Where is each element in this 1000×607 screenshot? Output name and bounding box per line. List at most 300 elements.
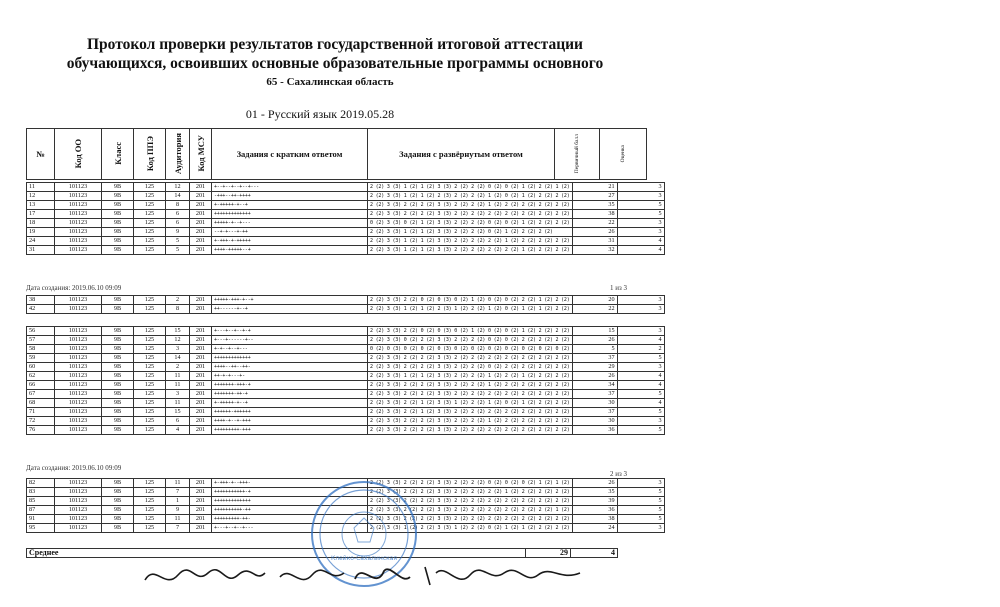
auditorium-cell: 8 [166,201,190,210]
row-number-cell: 17 [27,210,55,219]
auditorium-cell: 8 [166,305,190,314]
results-table-block-2b [26,326,665,435]
primary-score-cell: 34 [572,381,617,390]
grade-cell: 5 [617,426,664,435]
long-answers-cell: 2 (2) 3 (3) 1 (2) 1 (2) 3 (3) 2 (2) 2 (2) 2 (2) 1 (2) 2 (2) 2 (2) 2 (2) [368,237,573,246]
auditorium-cell: 3 [166,390,190,399]
short-answers-cell: -+++--++-++++ [212,192,368,201]
ppe-code-cell: 125 [134,506,166,515]
grade-cell: 4 [617,246,664,255]
header-oo: Код ОО [55,129,102,180]
grade-cell: 4 [617,372,664,381]
primary-score-cell: 36 [572,426,617,435]
school-code-cell: 101123 [55,296,102,305]
table-row [27,219,665,228]
auditorium-cell: 11 [166,479,190,488]
class-cell: 9В [102,479,134,488]
subject-line: 01 - Русский язык 2019.05.28 [245,107,395,121]
msu-code-cell: 201 [190,506,212,515]
school-code-cell: 101123 [55,426,102,435]
class-cell: 9В [102,354,134,363]
row-number-cell: 85 [27,497,55,506]
long-answers-cell: 2 (2) 3 (3) 2 (2) 0 (2) 0 (3) 0 (2) 1 (2) 0 (2) 0 (2) 1 (2) 2 (2) 2 (2) [368,327,573,336]
msu-code-cell: 201 [190,228,212,237]
class-cell: 9В [102,246,134,255]
long-answers-cell: 2 (2) 3 (3) 1 (2) 1 (2) 3 (3) 2 (2) 2 (2) 2 (2) 2 (2) 1 (2) 2 (2) 2 (2) [368,246,573,255]
row-number-cell: 18 [27,219,55,228]
long-answers-cell: 2 (2) 3 (3) 2 (2) 2 (2) 3 (3) 2 (2) 2 (2) 1 (2) 2 (2) 2 (2) 2 (2) 2 (2) [368,201,573,210]
long-answers-cell: 2 (2) 3 (3) 1 (2) 1 (2) 2 (3) 1 (2) 2 (2) 1 (2) 0 (2) 1 (2) 1 (2) 2 (2) [368,305,573,314]
ppe-code-cell: 125 [134,336,166,345]
ppe-code-cell: 125 [134,488,166,497]
row-number-cell: 12 [27,192,55,201]
short-answers-cell: +---+--+--+--- [212,524,368,533]
ppe-code-cell: 125 [134,390,166,399]
table-row [27,372,665,381]
header-primary-score: Первичный балл [555,129,600,180]
school-code-cell: 101123 [55,192,102,201]
class-cell: 9В [102,296,134,305]
msu-code-cell: 201 [190,183,212,192]
long-answers-cell: 0 (2) 0 (3) 0 (2) 0 (2) 0 (3) 0 (2) 0 (2) 0 (2) 0 (2) 0 (2) 0 (2) 0 (2) [368,345,573,354]
primary-score-cell: 37 [572,408,617,417]
auditorium-cell: 2 [166,363,190,372]
table-row [27,417,665,426]
msu-code-cell: 201 [190,372,212,381]
auditorium-cell: 6 [166,417,190,426]
table-row [27,210,665,219]
class-cell: 9В [102,219,134,228]
long-answers-cell: 2 (2) 3 (3) 2 (2) 2 (2) 3 (3) 2 (2) 2 (2) 2 (2) 2 (2) 2 (2) 2 (2) 2 (2) [368,426,573,435]
school-code-cell: 101123 [55,408,102,417]
grade-cell: 5 [617,408,664,417]
header-num: № [27,129,55,180]
grade-cell: 4 [617,399,664,408]
grade-cell: 3 [617,327,664,336]
class-cell: 9В [102,210,134,219]
ppe-code-cell: 125 [134,201,166,210]
ppe-code-cell: 125 [134,399,166,408]
class-cell: 9В [102,399,134,408]
table-row [27,228,665,237]
ppe-code-cell: 125 [134,246,166,255]
row-number-cell: 57 [27,336,55,345]
school-code-cell: 101123 [55,381,102,390]
grade-cell: 5 [617,488,664,497]
class-cell: 9В [102,497,134,506]
msu-code-cell: 201 [190,524,212,533]
header-msu: Код МСУ [190,129,212,180]
primary-score-cell: 27 [572,192,617,201]
msu-code-cell: 201 [190,497,212,506]
msu-code-cell: 201 [190,515,212,524]
auditorium-cell: 15 [166,327,190,336]
school-code-cell: 101123 [55,201,102,210]
header-table [26,128,647,180]
primary-score-cell: 30 [572,417,617,426]
school-code-cell: 101123 [55,345,102,354]
primary-score-cell: 38 [572,210,617,219]
page-number-1: 1 из 3 [610,284,628,292]
ppe-code-cell: 125 [134,354,166,363]
msu-code-cell: 201 [190,345,212,354]
grade-cell: 5 [617,390,664,399]
msu-code-cell: 201 [190,305,212,314]
short-answers-cell: +-+++++-+--+ [212,201,368,210]
region-title: 65 - Сахалинская область [266,76,394,88]
short-answers-cell: +++++++++++-+ [212,488,368,497]
grade-cell: 3 [617,524,664,533]
school-code-cell: 101123 [55,237,102,246]
primary-score-cell: 38 [572,515,617,524]
long-answers-cell: 2 (2) 3 (3) 2 (2) 1 (2) 3 (3) 2 (2) 2 (2) 2 (2) 2 (2) 2 (2) 2 (2) 2 (2) [368,408,573,417]
auditorium-cell: 9 [166,506,190,515]
msu-code-cell: 201 [190,363,212,372]
table-row [27,336,665,345]
long-answers-cell: 2 (2) 3 (3) 2 (2) 2 (2) 3 (3) 2 (2) 2 (2) 1 (2) 2 (2) 2 (2) 2 (2) 2 (2) [368,417,573,426]
grade-cell: 3 [617,219,664,228]
class-cell: 9В [102,426,134,435]
row-number-cell: 95 [27,524,55,533]
short-answers-cell: +++++++++-+++ [212,426,368,435]
msu-code-cell: 201 [190,336,212,345]
header-grade: Оценка [600,129,647,180]
grade-cell: 3 [617,479,664,488]
row-number-cell: 71 [27,408,55,417]
school-code-cell: 101123 [55,372,102,381]
grade-cell: 2 [617,345,664,354]
row-number-cell: 60 [27,363,55,372]
header-long-answers: Задания с развёрнутым ответом [368,129,555,180]
primary-score-cell: 32 [572,246,617,255]
table-row [27,408,665,417]
msu-code-cell: 201 [190,327,212,336]
average-primary-score: 29 [526,549,571,558]
ppe-code-cell: 125 [134,363,166,372]
class-cell: 9В [102,363,134,372]
auditorium-cell: 12 [166,183,190,192]
header-short-answers: Задания с кратким ответом [212,129,368,180]
primary-score-cell: 5 [572,345,617,354]
row-number-cell: 38 [27,296,55,305]
row-number-cell: 76 [27,426,55,435]
row-number-cell: 72 [27,417,55,426]
msu-code-cell: 201 [190,479,212,488]
class-cell: 9В [102,390,134,399]
primary-score-cell: 31 [572,237,617,246]
ppe-code-cell: 125 [134,210,166,219]
auditorium-cell: 3 [166,345,190,354]
table-row [27,192,665,201]
grade-cell: 3 [617,305,664,314]
auditorium-cell: 11 [166,515,190,524]
table-row [27,381,665,390]
short-answers-cell: +-+--+--+--- [212,345,368,354]
primary-score-cell: 37 [572,354,617,363]
auditorium-cell: 7 [166,524,190,533]
msu-code-cell: 201 [190,219,212,228]
long-answers-cell: 2 (2) 3 (3) 2 (2) 2 (2) 3 (3) 2 (2) 2 (2) 1 (2) 2 (2) 2 (2) 2 (2) 2 (2) [368,381,573,390]
short-answers-cell: +++++++++-++- [212,515,368,524]
msu-code-cell: 201 [190,417,212,426]
long-answers-cell: 2 (2) 3 (3) 2 (2) 2 (2) 3 (3) 2 (2) 2 (2) 2 (2) 1 (2) 2 (2) 2 (2) 2 (2) [368,488,573,497]
short-answers-cell: +-+++-+-+++++ [212,237,368,246]
grade-cell: 4 [617,237,664,246]
table-row [27,246,665,255]
row-number-cell: 66 [27,381,55,390]
grade-cell: 5 [617,506,664,515]
msu-code-cell: 201 [190,354,212,363]
school-code-cell: 101123 [55,515,102,524]
msu-code-cell: 201 [190,408,212,417]
auditorium-cell: 11 [166,372,190,381]
results-table-block-2a [26,295,665,314]
primary-score-cell: 20 [572,296,617,305]
msu-code-cell: 201 [190,210,212,219]
table-row [27,327,665,336]
auditorium-cell: 9 [166,228,190,237]
primary-score-cell: 36 [572,506,617,515]
grade-cell: 3 [617,228,664,237]
grade-cell: 5 [617,210,664,219]
school-code-cell: 101123 [55,399,102,408]
school-code-cell: 101123 [55,497,102,506]
title-line-2: обучающихся, освоивших основные образовательные программы основного [66,55,604,72]
class-cell: 9В [102,228,134,237]
results-table-block-1 [26,182,665,255]
primary-score-cell: 39 [572,497,617,506]
average-grade: 4 [571,549,618,558]
long-answers-cell: 2 (2) 3 (3) 2 (2) 2 (2) 3 (3) 2 (2) 2 (2) 0 (2) 2 (2) 2 (2) 2 (2) 2 (2) [368,363,573,372]
row-number-cell: 67 [27,390,55,399]
row-number-cell: 68 [27,399,55,408]
table-row [27,390,665,399]
creation-date-2: Дата создания: 2019.06.10 09:09 [26,464,122,472]
class-cell: 9В [102,381,134,390]
msu-code-cell: 201 [190,192,212,201]
row-number-cell: 82 [27,479,55,488]
table-row [27,183,665,192]
short-answers-cell: +++++++++++++ [212,497,368,506]
long-answers-cell: 2 (2) 3 (3) 2 (2) 2 (2) 3 (3) 2 (2) 2 (2) 2 (2) 2 (2) 2 (2) 2 (2) 2 (2) [368,354,573,363]
class-cell: 9В [102,515,134,524]
grade-cell: 3 [617,183,664,192]
auditorium-cell: 1 [166,497,190,506]
auditorium-cell: 11 [166,381,190,390]
ppe-code-cell: 125 [134,183,166,192]
row-number-cell: 62 [27,372,55,381]
short-answers-cell: +---+--+--+-+ [212,327,368,336]
page-number-2: 2 из 3 [610,470,628,478]
auditorium-cell: 14 [166,192,190,201]
grade-cell: 3 [617,192,664,201]
row-number-cell: 58 [27,345,55,354]
grade-cell: 3 [617,363,664,372]
ppe-code-cell: 125 [134,296,166,305]
primary-score-cell: 37 [572,390,617,399]
row-number-cell: 24 [27,237,55,246]
row-number-cell: 83 [27,488,55,497]
ppe-code-cell: 125 [134,219,166,228]
short-answers-cell: +-+++-+--+++- [212,479,368,488]
table-row [27,305,665,314]
ppe-code-cell: 125 [134,497,166,506]
grade-cell: 3 [617,417,664,426]
long-answers-cell: 2 (2) 3 (3) 1 (2) 1 (2) 3 (3) 2 (2) 2 (2) 0 (2) 1 (2) 2 (2) 2 (2) [368,228,573,237]
short-answers-cell: ++++++++++-++ [212,506,368,515]
short-answers-cell: +-+++++-+--+ [212,399,368,408]
class-cell: 9В [102,506,134,515]
school-code-cell: 101123 [55,524,102,533]
school-code-cell: 101123 [55,219,102,228]
table-row [27,296,665,305]
auditorium-cell: 7 [166,488,190,497]
short-answers-cell: +++++++-++-+ [212,390,368,399]
long-answers-cell: 2 (2) 3 (3) 1 (2) 1 (2) 3 (3) 2 (2) 2 (2) 1 (2) 2 (2) 1 (2) 2 (2) 2 (2) [368,372,573,381]
row-number-cell: 13 [27,201,55,210]
row-number-cell: 19 [27,228,55,237]
long-answers-cell: 2 (2) 3 (3) 2 (2) 2 (2) 3 (3) 2 (2) 2 (2) 2 (2) 2 (2) 2 (2) 2 (2) 2 (2) [368,497,573,506]
ppe-code-cell: 125 [134,372,166,381]
class-cell: 9В [102,237,134,246]
auditorium-cell: 6 [166,210,190,219]
class-cell: 9В [102,305,134,314]
table-row [27,345,665,354]
school-code-cell: 101123 [55,479,102,488]
short-answers-cell: ++++-+++++--+ [212,246,368,255]
primary-score-cell: 26 [572,479,617,488]
ppe-code-cell: 125 [134,479,166,488]
class-cell: 9В [102,345,134,354]
short-answers-cell: ++++-+--+-+++ [212,417,368,426]
row-number-cell: 59 [27,354,55,363]
school-code-cell: 101123 [55,417,102,426]
class-cell: 9В [102,336,134,345]
table-row [27,426,665,435]
school-code-cell: 101123 [55,327,102,336]
row-number-cell: 31 [27,246,55,255]
class-cell: 9В [102,372,134,381]
row-number-cell: 11 [27,183,55,192]
primary-score-cell: 30 [572,399,617,408]
class-cell: 9В [102,201,134,210]
long-answers-cell: 2 (2) 3 (3) 0 (2) 2 (2) 3 (3) 2 (2) 2 (2) 0 (2) 0 (2) 2 (2) 2 (2) 2 (2) [368,336,573,345]
primary-score-cell: 26 [572,228,617,237]
class-cell: 9В [102,183,134,192]
ppe-code-cell: 125 [134,524,166,533]
long-answers-cell: 2 (2) 3 (3) 1 (2) 1 (2) 2 (3) 2 (2) 2 (2) 1 (2) 0 (2) 1 (2) 2 (2) 2 (2) [368,192,573,201]
primary-score-cell: 15 [572,327,617,336]
header-class: Класс [102,129,134,180]
auditorium-cell: 12 [166,336,190,345]
row-number-cell: 42 [27,305,55,314]
school-code-cell: 101123 [55,488,102,497]
class-cell: 9В [102,192,134,201]
grade-cell: 5 [617,515,664,524]
msu-code-cell: 201 [190,390,212,399]
ppe-code-cell: 125 [134,237,166,246]
primary-score-cell: 21 [572,183,617,192]
school-code-cell: 101123 [55,228,102,237]
primary-score-cell: 22 [572,219,617,228]
msu-code-cell: 201 [190,246,212,255]
school-code-cell: 101123 [55,210,102,219]
header-auditorium: Аудитория [166,129,190,180]
long-answers-cell: 2 (2) 3 (3) 2 (2) 2 (2) 3 (3) 2 (2) 2 (2) 2 (2) 2 (2) 2 (2) 2 (2) 2 (2) [368,515,573,524]
short-answers-cell: +++++++++++++ [212,210,368,219]
primary-score-cell: 24 [572,524,617,533]
msu-code-cell: 201 [190,426,212,435]
long-answers-cell: 0 (2) 3 (3) 0 (2) 1 (2) 3 (3) 2 (2) 2 (2) 0 (2) 0 (2) 1 (2) 2 (2) 2 (2) [368,219,573,228]
long-answers-cell: 2 (2) 3 (3) 1 (2) 1 (2) 3 (3) 2 (2) 2 (2) 0 (2) 0 (2) 1 (2) 2 (2) 1 (2) [368,183,573,192]
short-answers-cell: ++++++-++++++ [212,408,368,417]
msu-code-cell: 201 [190,381,212,390]
table-row [27,237,665,246]
school-code-cell: 101123 [55,390,102,399]
msu-code-cell: 201 [190,399,212,408]
class-cell: 9В [102,327,134,336]
short-answers-cell: +++++++++++++ [212,354,368,363]
school-code-cell: 101123 [55,183,102,192]
title-line-1: Протокол проверки результатов государственной итоговой аттестации [86,36,583,53]
long-answers-cell: 2 (2) 3 (3) 2 (2) 2 (2) 3 (3) 2 (2) 2 (2) 2 (2) 2 (2) 2 (2) 2 (2) 2 (2) [368,210,573,219]
ppe-code-cell: 125 [134,426,166,435]
school-code-cell: 101123 [55,305,102,314]
primary-score-cell: 26 [572,372,617,381]
long-answers-cell: 2 (2) 3 (3) 2 (2) 2 (2) 3 (3) 2 (2) 2 (2) 2 (2) 2 (2) 2 (2) 2 (2) 2 (2) [368,390,573,399]
auditorium-cell: 14 [166,354,190,363]
short-answers-cell: +++++++-+++-+ [212,381,368,390]
msu-code-cell: 201 [190,296,212,305]
long-answers-cell: 2 (2) 3 (3) 2 (2) 2 (2) 3 (3) 2 (2) 2 (2) 0 (2) 0 (2) 0 (2) 1 (2) 1 (2) [368,479,573,488]
primary-score-cell: 22 [572,305,617,314]
primary-score-cell: 35 [572,201,617,210]
short-answers-cell: +---+------+-- [212,336,368,345]
row-number-cell: 56 [27,327,55,336]
msu-code-cell: 201 [190,201,212,210]
grade-cell: 5 [617,497,664,506]
ppe-code-cell: 125 [134,327,166,336]
creation-date-1: Дата создания: 2019.06.10 09:09 [26,284,122,292]
auditorium-cell: 5 [166,237,190,246]
auditorium-cell: 5 [166,246,190,255]
ppe-code-cell: 125 [134,381,166,390]
grade-cell: 3 [617,296,664,305]
short-answers-cell: ++------+--+ [212,305,368,314]
short-answers-cell: +++++-+--+--- [212,219,368,228]
school-code-cell: 101123 [55,506,102,515]
auditorium-cell: 11 [166,399,190,408]
class-cell: 9В [102,524,134,533]
school-code-cell: 101123 [55,354,102,363]
class-cell: 9В [102,488,134,497]
stamp-text: Клейко-Сахалинская [330,555,398,562]
grade-cell: 5 [617,354,664,363]
primary-score-cell: 35 [572,488,617,497]
class-cell: 9В [102,417,134,426]
row-number-cell: 91 [27,515,55,524]
ppe-code-cell: 125 [134,408,166,417]
school-code-cell: 101123 [55,363,102,372]
primary-score-cell: 26 [572,336,617,345]
auditorium-cell: 6 [166,219,190,228]
table-row [27,399,665,408]
ppe-code-cell: 125 [134,192,166,201]
ppe-code-cell: 125 [134,305,166,314]
short-answers-cell: +++++-+++-+--+ [212,296,368,305]
short-answers-cell: ++-+-+---+- [212,372,368,381]
short-answers-cell: ++++--++--++- [212,363,368,372]
